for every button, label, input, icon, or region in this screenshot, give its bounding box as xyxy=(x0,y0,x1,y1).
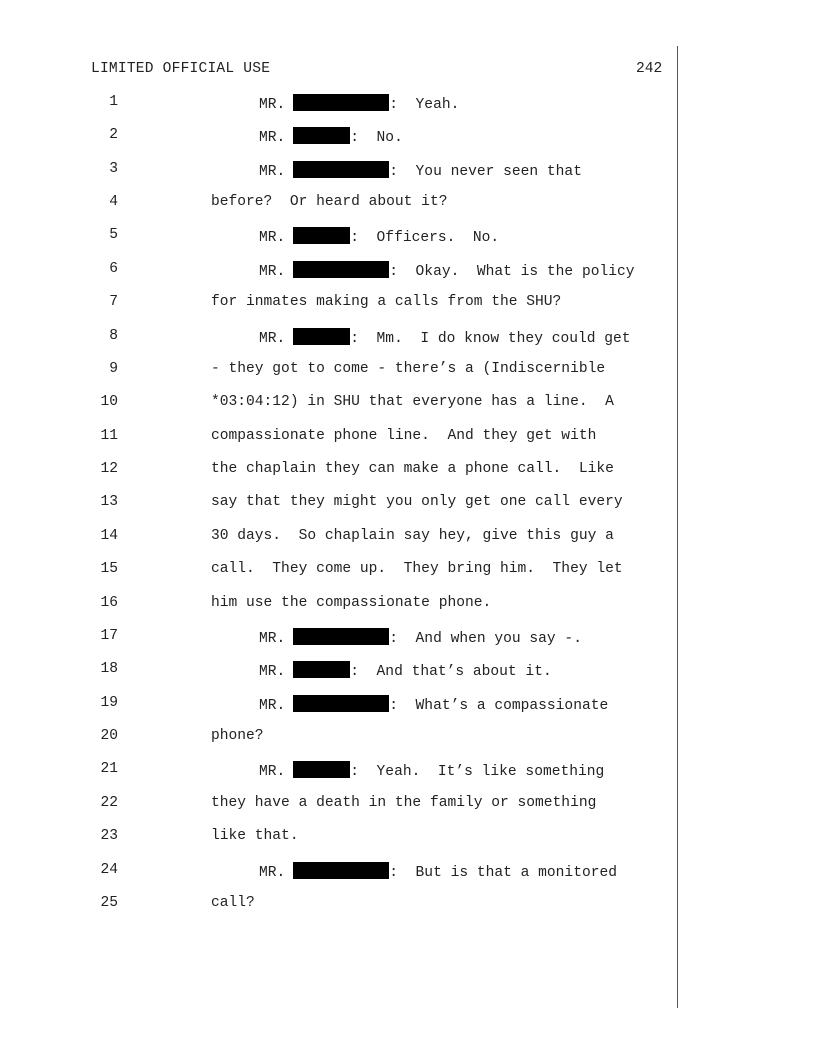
speaker-prefix: MR. xyxy=(259,130,286,147)
line-number: 6 xyxy=(109,260,118,277)
speaker-prefix: MR. xyxy=(259,263,286,280)
speaker-prefix: MR. xyxy=(259,764,286,781)
utterance-text: : Mm. I do know they could get xyxy=(350,330,631,347)
continuation-text: the chaplain they can make a phone call. Like xyxy=(211,461,614,478)
line-number: 20 xyxy=(100,728,118,745)
line-number: 2 xyxy=(109,127,118,144)
speaker-prefix: MR. xyxy=(259,163,286,180)
continuation-text: say that they might you only get one call every xyxy=(211,494,623,511)
continuation-text: they have a death in the family or something xyxy=(211,794,597,811)
line-number: 10 xyxy=(100,394,118,411)
redacted-name-block xyxy=(293,94,389,111)
redacted-name-block xyxy=(293,661,350,678)
line-number: 19 xyxy=(100,694,118,711)
utterance-text: : Yeah. xyxy=(389,97,460,113)
speaker-utterance xyxy=(259,261,635,280)
redacted-name-block xyxy=(293,127,350,144)
redacted-name-block xyxy=(293,695,389,712)
continuation-text: like that. xyxy=(211,828,299,845)
speaker-prefix: MR. xyxy=(259,664,286,681)
continuation-text: *03:04:12) in SHU that everyone has a line. A xyxy=(211,394,614,411)
speaker-utterance xyxy=(259,661,552,680)
line-number: 23 xyxy=(100,828,118,845)
right-margin-rule xyxy=(677,46,678,1008)
utterance-text: : And when you say -. xyxy=(389,630,582,647)
continuation-text: compassionate phone line. And they get with xyxy=(211,427,597,444)
line-number: 1 xyxy=(109,94,118,110)
continuation-text: for inmates making a calls from the SHU? xyxy=(211,294,562,311)
redacted-name-block xyxy=(293,261,389,278)
continuation-text: him use the compassionate phone. xyxy=(211,594,492,611)
speaker-utterance xyxy=(259,161,582,180)
speaker-prefix: MR. xyxy=(259,697,286,714)
speaker-utterance xyxy=(259,628,582,647)
speaker-utterance xyxy=(259,127,403,146)
line-number: 17 xyxy=(100,627,118,644)
utterance-text: : And that’s about it. xyxy=(350,664,552,681)
speaker-prefix: MR. xyxy=(259,97,286,113)
speaker-prefix: MR. xyxy=(259,630,286,647)
line-number: 12 xyxy=(100,461,118,478)
line-number: 25 xyxy=(100,894,118,911)
continuation-text: call. They come up. They bring him. They let xyxy=(211,561,623,578)
line-number: 16 xyxy=(100,594,118,611)
speaker-utterance xyxy=(259,695,608,714)
line-number: 9 xyxy=(109,360,118,377)
line-number: 22 xyxy=(100,794,118,811)
line-number: 8 xyxy=(109,327,118,344)
utterance-text: : No. xyxy=(350,130,403,147)
redacted-name-block xyxy=(293,328,350,345)
redacted-name-block xyxy=(293,761,350,778)
line-number: 21 xyxy=(100,761,118,778)
line-number: 5 xyxy=(109,227,118,244)
continuation-text: phone? xyxy=(211,728,264,745)
speaker-utterance xyxy=(259,94,459,113)
redacted-name-block xyxy=(293,161,389,178)
continuation-text: before? Or heard about it? xyxy=(211,194,448,211)
utterance-text: : What’s a compassionate xyxy=(389,697,609,714)
speaker-prefix: MR. xyxy=(259,330,286,347)
line-number: 18 xyxy=(100,661,118,678)
line-number: 13 xyxy=(100,494,118,511)
line-number: 14 xyxy=(100,527,118,544)
line-number: 3 xyxy=(109,160,118,177)
line-number: 7 xyxy=(109,294,118,311)
utterance-text: : You never seen that xyxy=(389,163,582,180)
redacted-name-block xyxy=(293,862,389,879)
speaker-prefix: MR. xyxy=(259,230,286,247)
line-number: 24 xyxy=(100,861,118,878)
line-number: 4 xyxy=(109,194,118,211)
redacted-name-block xyxy=(293,227,350,244)
utterance-text: : Okay. What is the policy xyxy=(389,263,635,280)
continuation-text: 30 days. So chaplain say hey, give this guy a xyxy=(211,527,614,544)
speaker-utterance xyxy=(259,328,631,347)
continuation-text: call? xyxy=(211,894,255,911)
continuation-text: - they got to come - there’s a (Indiscernible xyxy=(211,360,606,377)
line-number: 15 xyxy=(100,561,118,578)
speaker-utterance xyxy=(259,761,604,780)
speaker-utterance xyxy=(259,227,499,246)
page-number: 242 xyxy=(636,61,663,77)
speaker-prefix: MR. xyxy=(259,864,286,881)
redacted-name-block xyxy=(293,628,389,645)
utterance-text: : Officers. No. xyxy=(350,230,500,247)
line-number: 11 xyxy=(100,427,118,444)
utterance-text: : But is that a monitored xyxy=(389,864,617,881)
utterance-text: : Yeah. It’s like something xyxy=(350,764,605,781)
page-marking: LIMITED OFFICIAL USE xyxy=(91,61,271,77)
speaker-utterance xyxy=(259,862,617,881)
